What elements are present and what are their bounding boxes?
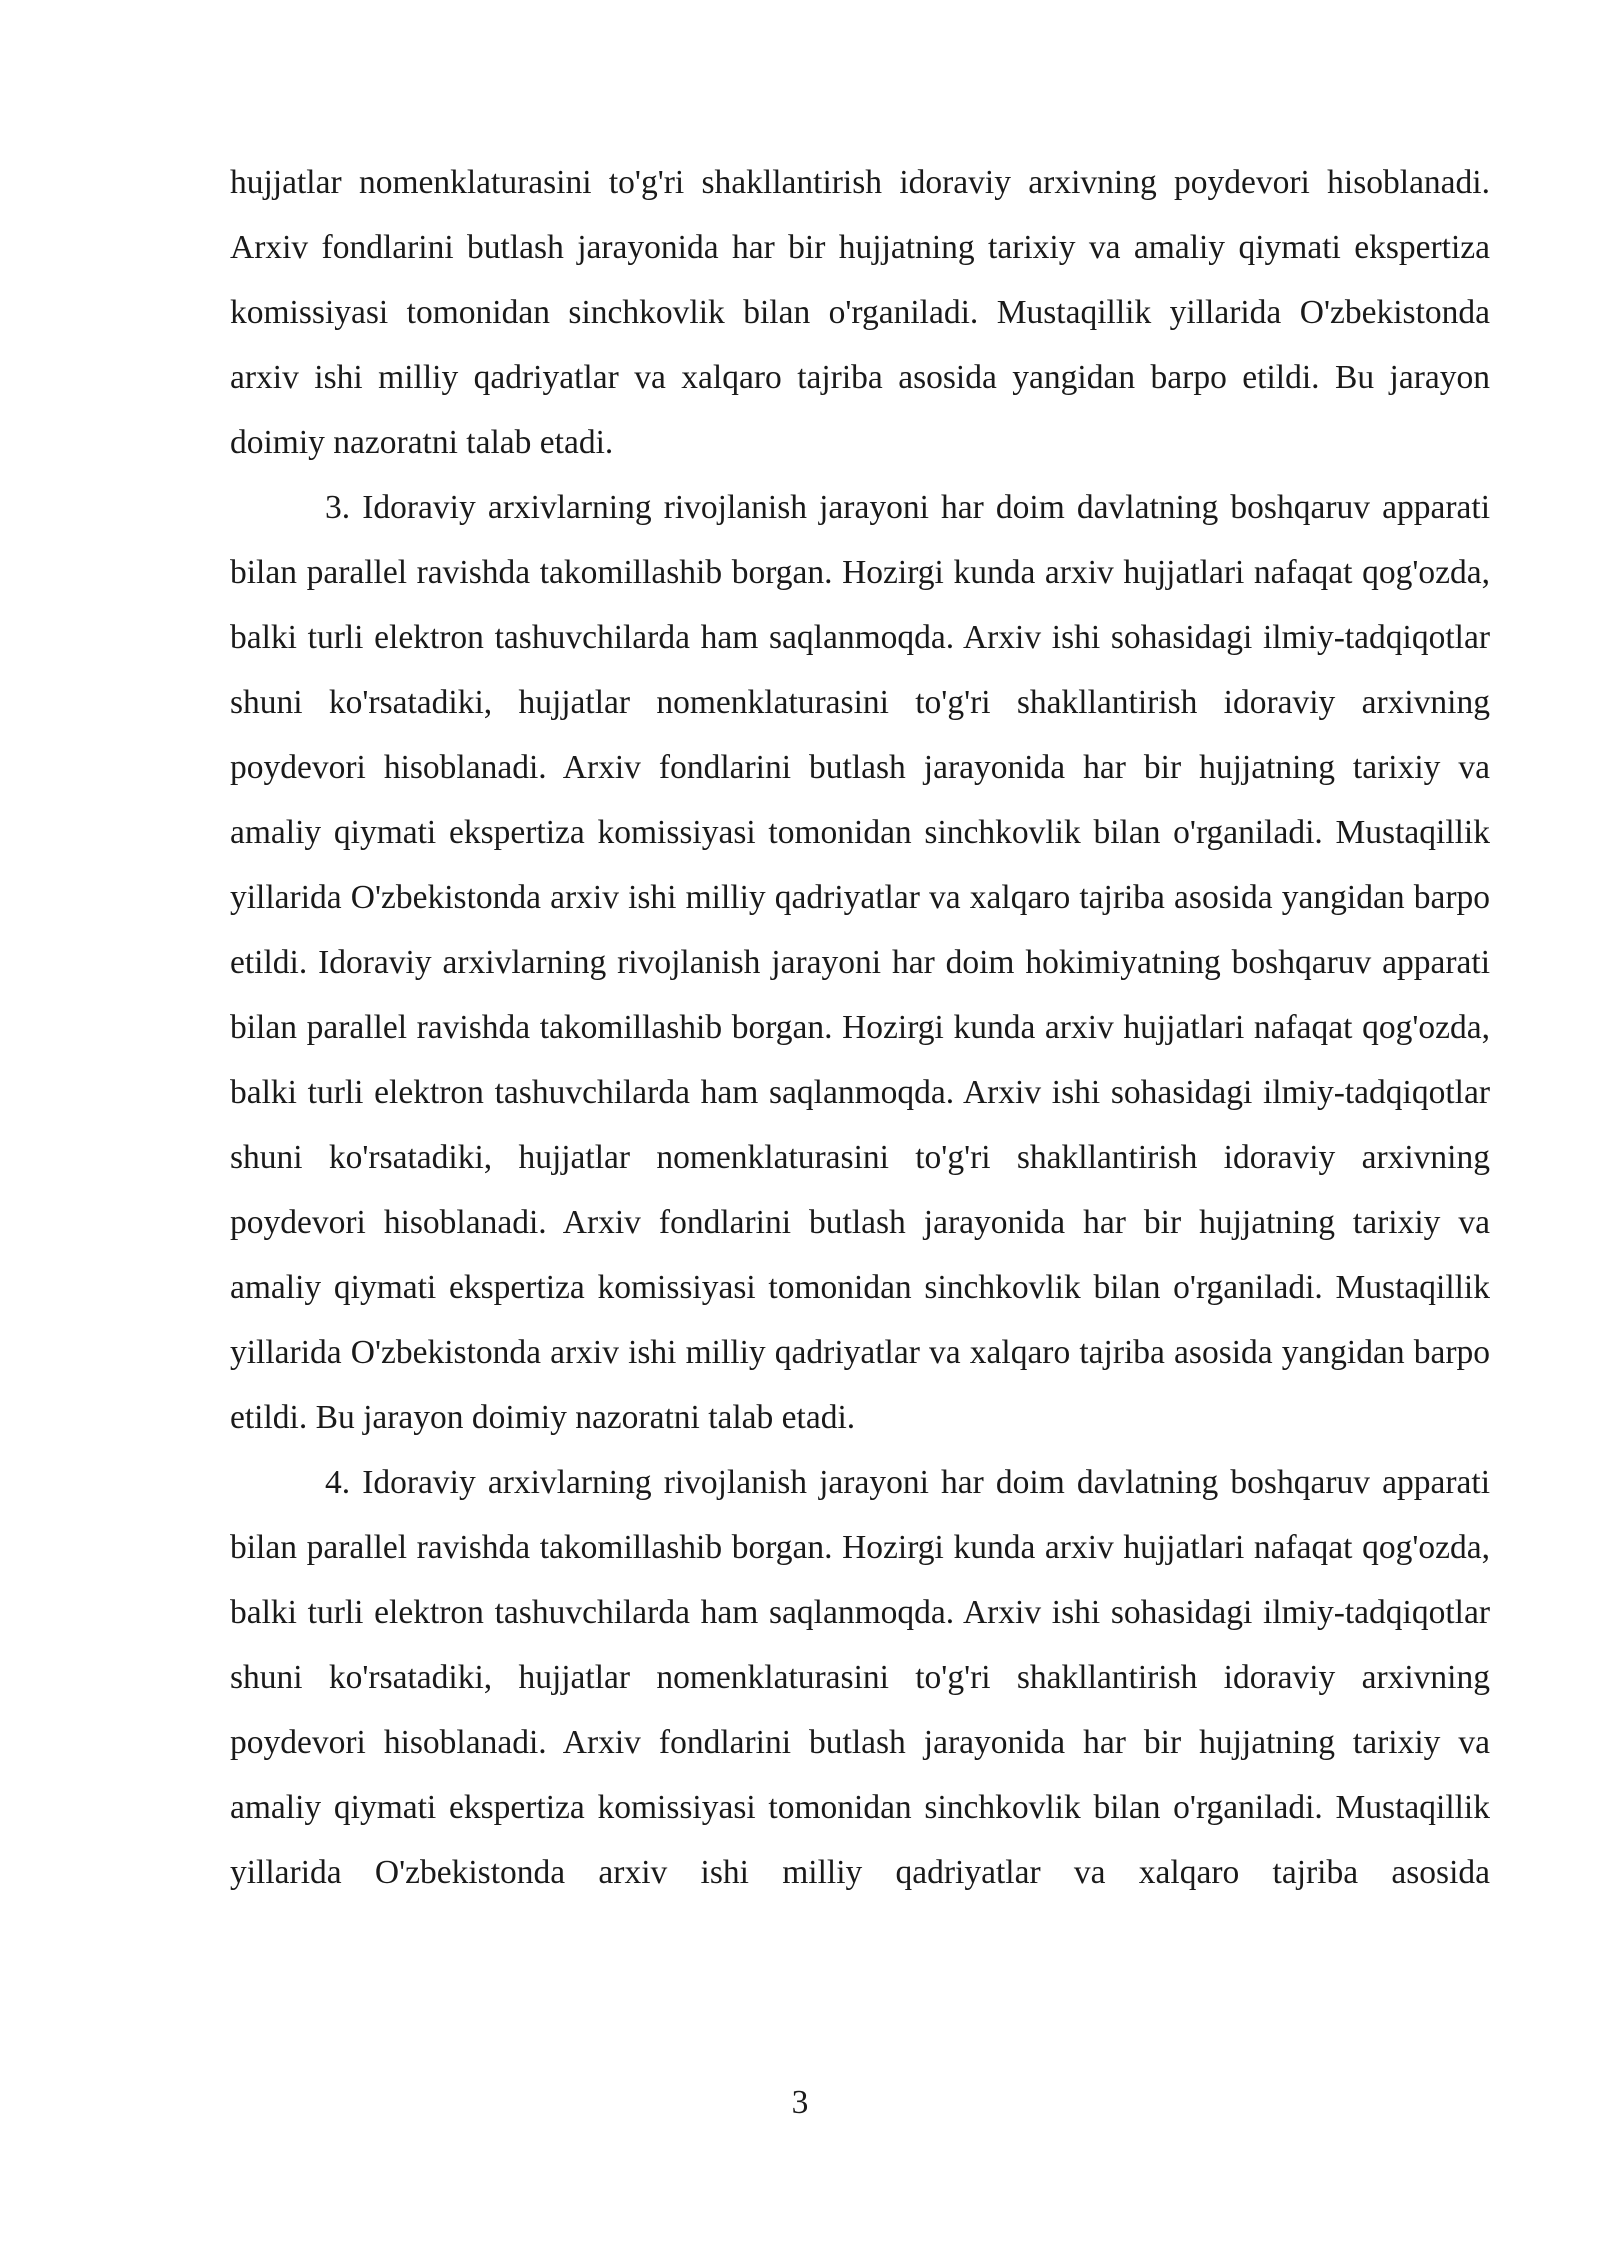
paragraph-continuation: hujjatlar nomenklaturasini to'g'ri shakllantirish idoraviy arxivning poydevori hisoblanadi. Arxiv fondlarini butlash jarayonida har bir hujjatning tarixiy va amaliy qiymati ekspertiza komissiyasi tomonidan sinchkovlik bilan o'rganiladi. Mustaqillik yillarida O'zbekistonda arxiv ishi milliy qadriyatlar va xalqaro tajriba asosida yangidan barpo etildi. Bu jarayon doimiy nazoratni talab etadi. (230, 164, 1490, 461)
paragraph-section-4: 4. Idoraviy arxivlarning rivojlanish jarayoni har doim davlatning boshqaruv apparati bilan parallel ravishda takomillashib borgan. Hozirgi kunda arxiv hujjatlari nafaqat qog'ozda, balki turli elektron tashuvchilarda ham saqlanmoqda. Arxiv ishi sohasidagi ilmiy-tadqiqotlar shuni ko'rsatadiki, hujjatlar nomenklaturasini to'g'ri shakllantirish idoraviy arxivning poydevori hisoblanadi. Arxiv fondlarini butlash jarayonida har bir hujjatning tarixiy va amaliy qiymati ekspertiza komissiyasi tomonidan sinchkovlik bilan o'rganiladi. Mustaqillik yillarida O'zbekistonda arxiv ishi milliy qadriyatlar va xalqaro tajriba asosida (230, 1464, 1490, 1891)
document-body (230, 150, 1490, 1905)
page-number: 3 (791, 2084, 809, 2121)
paragraph-section-3: 3. Idoraviy arxivlarning rivojlanish jarayoni har doim davlatning boshqaruv apparati bilan parallel ravishda takomillashib borgan. Hozirgi kunda arxiv hujjatlari nafaqat qog'ozda, balki turli elektron tashuvchilarda ham saqlanmoqda. Arxiv ishi sohasidagi ilmiy-tadqiqotlar shuni ko'rsatadiki, hujjatlar nomenklaturasini to'g'ri shakllantirish idoraviy arxivning poydevori hisoblanadi. Arxiv fondlarini butlash jarayonida har bir hujjatning tarixiy va amaliy qiymati ekspertiza komissiyasi tomonidan sinchkovlik bilan o'rganiladi. Mustaqillik yillarida O'zbekistonda arxiv ishi milliy qadriyatlar va xalqaro tajriba asosida yangidan barpo etildi. Idoraviy arxivlarning rivojlanish jarayoni har doim hokimiyatning boshqaruv apparati bilan parallel ravishda takomillashib borgan. Hozirgi kunda arxiv hujjatlari nafaqat qog'ozda, balki turli elektron tashuvchilarda ham saqlanmoqda. Arxiv ishi sohasidagi ilmiy-tadqiqotlar shuni ko'rsatadiki, hujjatlar nomenklaturasini to'g'ri shakllantirish idoraviy arxivning poydevori hisoblanadi. Arxiv fondlarini butlash jarayonida har bir hujjatning tarixiy va amaliy qiymati ekspertiza komissiyasi tomonidan sinchkovlik bilan o'rganiladi. Mustaqillik yillarida O'zbekistonda arxiv ishi milliy qadriyatlar va xalqaro tajriba asosida yangidan barpo etildi. Bu jarayon doimiy nazoratni talab etadi. (230, 489, 1490, 1436)
